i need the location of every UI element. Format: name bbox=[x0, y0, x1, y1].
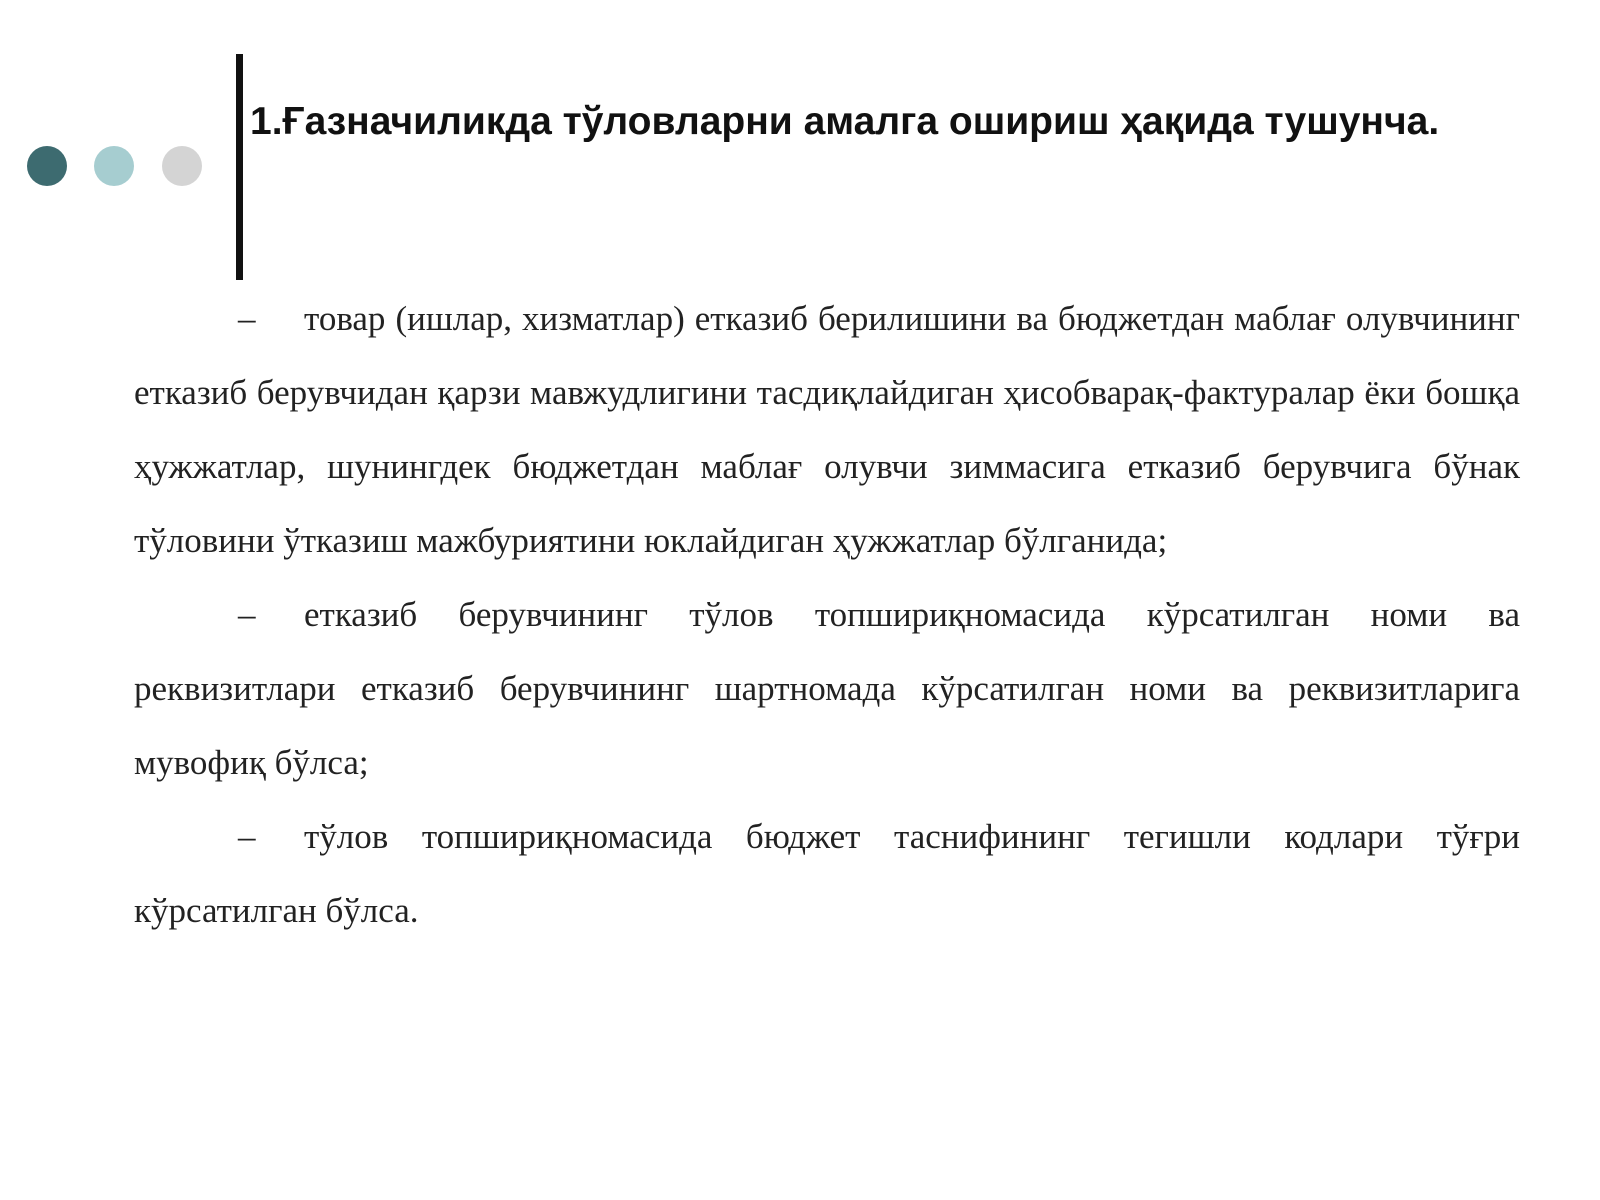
slide-title: 1.Ғазначиликда тўловларни амалга ошириш ҳақида тушунча. bbox=[250, 100, 1440, 143]
list-item bbox=[134, 800, 1520, 948]
list-dash: – bbox=[238, 595, 256, 634]
list-item-text: етказиб берувчининг тўлов топшириқномасида кўрсатилган номи ва реквизитлари етказиб берувчининг шартномада кўрсатилган номи ва реквизитларига мувофиқ бўлса; bbox=[134, 595, 1520, 782]
title-divider bbox=[236, 54, 243, 280]
decor-dot-gray bbox=[162, 146, 202, 186]
decor-dot-light bbox=[94, 146, 134, 186]
list-item-text: товар (ишлар, хизматлар) етказиб берилишини ва бюджетдан маблағ олувчининг етказиб берувчидан қарзи мавжудлигини тасдиқлайдиган ҳисобварақ-фактуралар ёки бошқа ҳужжатлар, шунингдек бюджетдан маблағ олувчи зиммасига етказиб берувчига бўнак тўловини ўтказиш мажбуриятини юклайдиган ҳужжатлар бўлганида; bbox=[134, 299, 1520, 560]
slide-body bbox=[134, 282, 1520, 948]
list-item bbox=[134, 282, 1520, 578]
list-dash: – bbox=[238, 817, 256, 856]
decor-dot-dark bbox=[27, 146, 67, 186]
list-item-text: тўлов топшириқномасида бюджет таснифининг тегишли кодлари тўғри кўрсатилган бўлса. bbox=[134, 817, 1520, 930]
list-dash: – bbox=[238, 299, 256, 338]
list-item bbox=[134, 578, 1520, 800]
